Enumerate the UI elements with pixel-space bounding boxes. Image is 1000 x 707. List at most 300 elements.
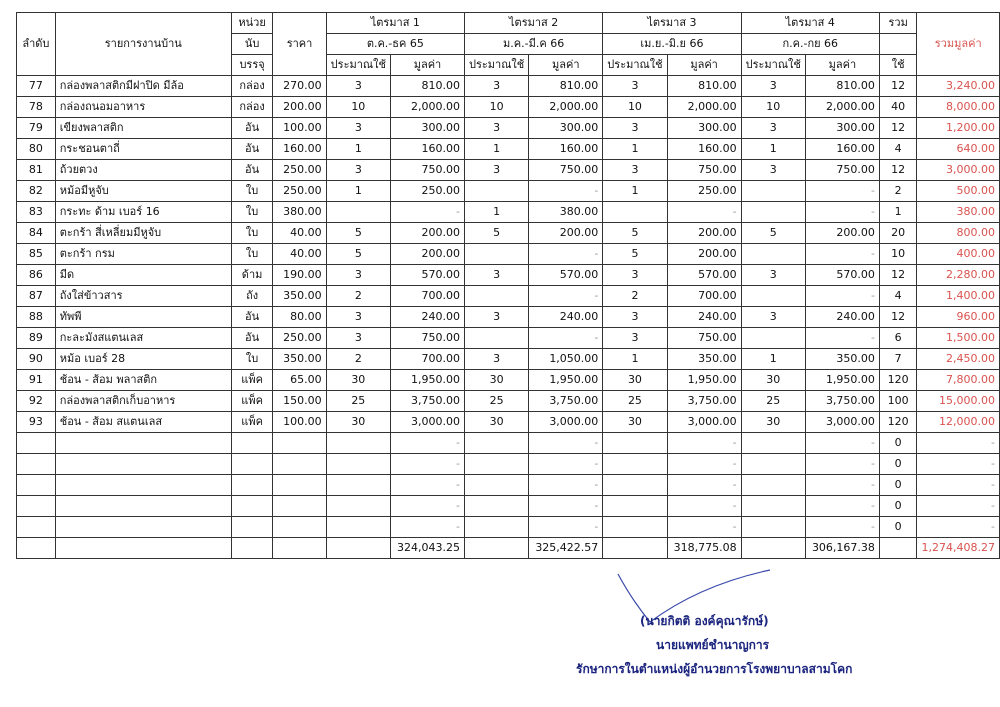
cell-price: [273, 454, 326, 475]
cell-tv: 1,500.00: [917, 328, 1000, 349]
cell-q3: [603, 202, 667, 223]
cell-v4: 160.00: [805, 139, 879, 160]
cell-no: [17, 433, 56, 454]
cell-name: [55, 433, 231, 454]
cell-tq: 4: [879, 286, 917, 307]
cell-tq: 12: [879, 265, 917, 286]
cell-name: หม้อ เบอร์ 28: [55, 349, 231, 370]
cell-v2: 1,050.00: [529, 349, 603, 370]
cell-q1: [326, 517, 390, 538]
cell-no: 91: [17, 370, 56, 391]
header-q1-period: ต.ค.-ธค 65: [326, 34, 464, 55]
cell-q1: 2: [326, 349, 390, 370]
signatory-title: นายแพทย์ชำนาญการ: [656, 638, 770, 652]
cell-q3: 30: [603, 412, 667, 433]
table-row: [17, 475, 1000, 496]
table-row: [17, 454, 1000, 475]
cell-q2: 5: [464, 223, 528, 244]
cell-v3: 750.00: [667, 160, 741, 181]
signatory-name: (นายกิตติ องค์คุณารักษ์): [640, 614, 769, 628]
cell-v1: 750.00: [390, 328, 464, 349]
cell-no: 77: [17, 76, 56, 97]
cell-name: เขียงพลาสติก: [55, 118, 231, 139]
cell-tq: 0: [879, 496, 917, 517]
header-q1: ไตรมาส 1: [326, 13, 464, 34]
cell-name: ถ้วยตวง: [55, 160, 231, 181]
cell-name: กล่องพลาสติกมีฝาปิด มีล้อ: [55, 76, 231, 97]
cell-tq: 120: [879, 412, 917, 433]
cell-name: กะละมังสแตนเลส: [55, 328, 231, 349]
cell-unit: กล่อง: [231, 76, 273, 97]
cell-q3: 3: [603, 307, 667, 328]
cell-no: 85: [17, 244, 56, 265]
cell-tq: 7: [879, 349, 917, 370]
cell-v3: 700.00: [667, 286, 741, 307]
header-row-1: [17, 13, 1000, 34]
cell-v1: 160.00: [390, 139, 464, 160]
total-q3-value: 318,775.08: [667, 538, 741, 559]
header-total-1: รวม: [879, 13, 917, 34]
cell-v4: -: [805, 328, 879, 349]
cell-v3: 2,000.00: [667, 97, 741, 118]
cell-v1: 810.00: [390, 76, 464, 97]
totals-blank-8: [741, 538, 805, 559]
cell-name: [55, 454, 231, 475]
cell-v3: 200.00: [667, 244, 741, 265]
cell-v4: -: [805, 475, 879, 496]
cell-q2: 10: [464, 97, 528, 118]
cell-q3: 3: [603, 118, 667, 139]
cell-v4: 750.00: [805, 160, 879, 181]
table-row: [17, 181, 1000, 202]
cell-no: [17, 475, 56, 496]
cell-price: 380.00: [273, 202, 326, 223]
cell-tq: 2: [879, 181, 917, 202]
cell-v2: 240.00: [529, 307, 603, 328]
cell-v4: -: [805, 202, 879, 223]
cell-q1: 3: [326, 265, 390, 286]
cell-q2: 3: [464, 349, 528, 370]
cell-unit: ใบ: [231, 349, 273, 370]
totals-blank-7: [603, 538, 667, 559]
cell-unit: ถัง: [231, 286, 273, 307]
cell-q3: 5: [603, 223, 667, 244]
cell-v3: 3,000.00: [667, 412, 741, 433]
cell-q1: 3: [326, 160, 390, 181]
header-total-2: ใช้: [879, 55, 917, 76]
cell-v4: 570.00: [805, 265, 879, 286]
header-unit-2: นับ: [231, 34, 273, 55]
total-q1-value: 324,043.25: [390, 538, 464, 559]
cell-v4: 810.00: [805, 76, 879, 97]
cell-unit: แพ็ค: [231, 370, 273, 391]
cell-tv: 3,000.00: [917, 160, 1000, 181]
cell-no: 92: [17, 391, 56, 412]
cell-unit: ใบ: [231, 181, 273, 202]
cell-tv: 640.00: [917, 139, 1000, 160]
cell-v2: -: [529, 433, 603, 454]
header-seq: ลำดับ: [17, 13, 56, 76]
table-row: [17, 391, 1000, 412]
cell-v1: 3,750.00: [390, 391, 464, 412]
cell-v2: -: [529, 244, 603, 265]
cell-q2: 3: [464, 160, 528, 181]
cell-q4: 10: [741, 97, 805, 118]
totals-blank-1: [17, 538, 56, 559]
cell-v1: -: [390, 496, 464, 517]
cell-v4: -: [805, 244, 879, 265]
cell-name: ถังใส่ข้าวสาร: [55, 286, 231, 307]
cell-price: 100.00: [273, 412, 326, 433]
cell-q1: 5: [326, 223, 390, 244]
total-q2-value: 325,422.57: [529, 538, 603, 559]
cell-q4: [741, 475, 805, 496]
cell-tv: -: [917, 433, 1000, 454]
cell-unit: แพ็ค: [231, 412, 273, 433]
cell-q2: [464, 286, 528, 307]
cell-v1: -: [390, 475, 464, 496]
header-q4: ไตรมาส 4: [741, 13, 879, 34]
totals-blank-2: [55, 538, 231, 559]
table-row: [17, 118, 1000, 139]
cell-tv: -: [917, 475, 1000, 496]
cell-q4: [741, 181, 805, 202]
cell-q4: 3: [741, 76, 805, 97]
cell-q3: 1: [603, 349, 667, 370]
cell-price: [273, 433, 326, 454]
cell-v3: 750.00: [667, 328, 741, 349]
cell-tq: 120: [879, 370, 917, 391]
table-row: [17, 265, 1000, 286]
cell-q4: 3: [741, 307, 805, 328]
cell-q4: [741, 202, 805, 223]
cell-tv: 380.00: [917, 202, 1000, 223]
totals-blank-5: [326, 538, 390, 559]
cell-v3: -: [667, 496, 741, 517]
header-q2-value: มูลค่า: [529, 55, 603, 76]
cell-q2: [464, 244, 528, 265]
cell-q3: [603, 454, 667, 475]
cell-v2: -: [529, 286, 603, 307]
cell-q2: 3: [464, 265, 528, 286]
header-price: ราคา: [273, 13, 326, 76]
header-q2: ไตรมาส 2: [464, 13, 602, 34]
cell-v4: 300.00: [805, 118, 879, 139]
cell-no: [17, 454, 56, 475]
cell-q3: 25: [603, 391, 667, 412]
cell-v1: 700.00: [390, 286, 464, 307]
cell-q1: 10: [326, 97, 390, 118]
header-q4-period: ก.ค.-กย 66: [741, 34, 879, 55]
cell-v4: 350.00: [805, 349, 879, 370]
cell-no: 89: [17, 328, 56, 349]
cell-unit: [231, 496, 273, 517]
cell-v4: -: [805, 433, 879, 454]
cell-q4: [741, 286, 805, 307]
cell-q2: [464, 433, 528, 454]
cell-v4: 3,750.00: [805, 391, 879, 412]
cell-unit: แพ็ค: [231, 391, 273, 412]
cell-no: 78: [17, 97, 56, 118]
cell-tv: 2,280.00: [917, 265, 1000, 286]
cell-q2: 25: [464, 391, 528, 412]
cell-tq: 20: [879, 223, 917, 244]
cell-v1: 300.00: [390, 118, 464, 139]
cell-no: 86: [17, 265, 56, 286]
cell-price: 160.00: [273, 139, 326, 160]
table-row: [17, 97, 1000, 118]
cell-no: 87: [17, 286, 56, 307]
cell-tq: 100: [879, 391, 917, 412]
table-row: [17, 286, 1000, 307]
cell-price: 270.00: [273, 76, 326, 97]
cell-v4: 2,000.00: [805, 97, 879, 118]
cell-unit: อัน: [231, 139, 273, 160]
cell-name: [55, 475, 231, 496]
cell-no: [17, 517, 56, 538]
cell-no: 93: [17, 412, 56, 433]
cell-tq: 0: [879, 454, 917, 475]
cell-v2: 380.00: [529, 202, 603, 223]
header-q3-period: เม.ย.-มิ.ย 66: [603, 34, 741, 55]
table-row: [17, 328, 1000, 349]
table-row: [17, 496, 1000, 517]
cell-v2: 570.00: [529, 265, 603, 286]
cell-tq: 1: [879, 202, 917, 223]
cell-q2: [464, 181, 528, 202]
cell-v3: -: [667, 517, 741, 538]
cell-price: [273, 496, 326, 517]
cell-v2: 160.00: [529, 139, 603, 160]
cell-price: 350.00: [273, 286, 326, 307]
total-q4-value: 306,167.38: [805, 538, 879, 559]
header-q1-value: มูลค่า: [390, 55, 464, 76]
cell-name: กล่องพลาสติกเก็บอาหาร: [55, 391, 231, 412]
cell-name: ช้อน - ส้อม สแตนเลส: [55, 412, 231, 433]
cell-price: 250.00: [273, 328, 326, 349]
cell-q2: [464, 454, 528, 475]
cell-q1: [326, 496, 390, 517]
cell-tq: 0: [879, 475, 917, 496]
cell-q4: [741, 517, 805, 538]
cell-q1: 25: [326, 391, 390, 412]
table-row: [17, 244, 1000, 265]
cell-price: 65.00: [273, 370, 326, 391]
cell-q1: 3: [326, 118, 390, 139]
cell-unit: ใบ: [231, 223, 273, 244]
cell-q4: 30: [741, 412, 805, 433]
cell-v2: -: [529, 181, 603, 202]
cell-tv: 7,800.00: [917, 370, 1000, 391]
cell-q4: 5: [741, 223, 805, 244]
cell-v1: -: [390, 433, 464, 454]
cell-q2: [464, 517, 528, 538]
cell-v3: 810.00: [667, 76, 741, 97]
cell-v1: 700.00: [390, 349, 464, 370]
cell-tv: -: [917, 496, 1000, 517]
cell-v1: 1,950.00: [390, 370, 464, 391]
cell-v4: 240.00: [805, 307, 879, 328]
cell-v3: 240.00: [667, 307, 741, 328]
cell-q2: 30: [464, 370, 528, 391]
cell-v1: -: [390, 454, 464, 475]
cell-q4: [741, 244, 805, 265]
cell-q4: 30: [741, 370, 805, 391]
cell-q1: [326, 454, 390, 475]
cell-v3: 350.00: [667, 349, 741, 370]
cell-tv: 2,450.00: [917, 349, 1000, 370]
cell-tv: 8,000.00: [917, 97, 1000, 118]
cell-tq: 12: [879, 118, 917, 139]
totals-blank-4: [273, 538, 326, 559]
cell-v4: -: [805, 496, 879, 517]
cell-q3: [603, 517, 667, 538]
cell-v1: 200.00: [390, 244, 464, 265]
cell-name: ตะกร้า กรม: [55, 244, 231, 265]
cell-q3: 3: [603, 76, 667, 97]
header-q3-value: มูลค่า: [667, 55, 741, 76]
cell-v4: -: [805, 517, 879, 538]
header-q3-qty: ประมาณใช้: [603, 55, 667, 76]
cell-tv: 3,240.00: [917, 76, 1000, 97]
header-q2-period: ม.ค.-มี.ค 66: [464, 34, 602, 55]
cell-tv: 1,400.00: [917, 286, 1000, 307]
table-row: [17, 349, 1000, 370]
cell-v2: 200.00: [529, 223, 603, 244]
cell-q2: [464, 475, 528, 496]
cell-q4: [741, 328, 805, 349]
cell-q1: [326, 202, 390, 223]
header-q4-value: มูลค่า: [805, 55, 879, 76]
cell-tv: 12,000.00: [917, 412, 1000, 433]
cell-q1: 1: [326, 181, 390, 202]
cell-unit: [231, 475, 273, 496]
cell-unit: [231, 454, 273, 475]
cell-q2: 1: [464, 139, 528, 160]
cell-q3: [603, 433, 667, 454]
cell-v4: -: [805, 454, 879, 475]
cell-price: 40.00: [273, 223, 326, 244]
cell-v2: -: [529, 496, 603, 517]
cell-v4: 200.00: [805, 223, 879, 244]
cell-q1: 3: [326, 328, 390, 349]
cell-name: หม้อมีหูจับ: [55, 181, 231, 202]
cell-v1: 200.00: [390, 223, 464, 244]
header-q2-qty: ประมาณใช้: [464, 55, 528, 76]
cell-unit: อัน: [231, 118, 273, 139]
cell-tv: 1,200.00: [917, 118, 1000, 139]
cell-v2: -: [529, 517, 603, 538]
cell-v4: -: [805, 181, 879, 202]
cell-unit: ใบ: [231, 244, 273, 265]
cell-v2: 1,950.00: [529, 370, 603, 391]
cell-v3: -: [667, 202, 741, 223]
cell-name: กระชอนตาถี่: [55, 139, 231, 160]
cell-unit: อัน: [231, 160, 273, 181]
cell-q4: 25: [741, 391, 805, 412]
cell-v3: 570.00: [667, 265, 741, 286]
header-q4-qty: ประมาณใช้: [741, 55, 805, 76]
grand-total-value: 1,274,408.27: [917, 538, 1000, 559]
cell-no: [17, 496, 56, 517]
cell-q3: 30: [603, 370, 667, 391]
cell-no: 80: [17, 139, 56, 160]
cell-unit: อัน: [231, 328, 273, 349]
cell-tq: 6: [879, 328, 917, 349]
signatory-position: รักษาการในตำแหน่งผู้อำนวยการโรงพยาบาลสามโคก: [576, 662, 853, 676]
cell-tq: 40: [879, 97, 917, 118]
cell-q1: [326, 433, 390, 454]
cell-q1: [326, 475, 390, 496]
cell-v4: -: [805, 286, 879, 307]
cell-q1: 30: [326, 370, 390, 391]
cell-v1: 250.00: [390, 181, 464, 202]
cell-q3: 10: [603, 97, 667, 118]
cell-price: [273, 517, 326, 538]
cell-q4: 3: [741, 118, 805, 139]
cell-v3: -: [667, 433, 741, 454]
cell-v2: 3,000.00: [529, 412, 603, 433]
cell-v2: 3,750.00: [529, 391, 603, 412]
cell-tv: 500.00: [917, 181, 1000, 202]
table-row: [17, 433, 1000, 454]
cell-v3: 300.00: [667, 118, 741, 139]
cell-unit: ด้าม: [231, 265, 273, 286]
cell-name: กล่องถนอมอาหาร: [55, 97, 231, 118]
table-row: [17, 202, 1000, 223]
cell-q1: 30: [326, 412, 390, 433]
cell-v1: 750.00: [390, 160, 464, 181]
totals-row: [17, 538, 1000, 559]
cell-price: 200.00: [273, 97, 326, 118]
cell-unit: อัน: [231, 307, 273, 328]
cell-no: 88: [17, 307, 56, 328]
cell-no: 82: [17, 181, 56, 202]
cell-v2: 300.00: [529, 118, 603, 139]
totals-blank-3: [231, 538, 273, 559]
cell-name: [55, 517, 231, 538]
cell-v1: 2,000.00: [390, 97, 464, 118]
cell-q3: 5: [603, 244, 667, 265]
header-item: รายการงานบ้าน: [55, 13, 231, 76]
cell-v2: -: [529, 475, 603, 496]
header-total-value: รวมมูลค่า: [917, 13, 1000, 76]
table-row: [17, 307, 1000, 328]
cell-tq: 12: [879, 76, 917, 97]
cell-tq: 12: [879, 307, 917, 328]
cell-no: 83: [17, 202, 56, 223]
cell-q4: 1: [741, 139, 805, 160]
cell-q3: 1: [603, 139, 667, 160]
cell-name: มีด: [55, 265, 231, 286]
cell-v1: -: [390, 517, 464, 538]
cell-tv: 15,000.00: [917, 391, 1000, 412]
cell-v3: 250.00: [667, 181, 741, 202]
cell-price: 150.00: [273, 391, 326, 412]
cell-v2: -: [529, 454, 603, 475]
cell-price: 100.00: [273, 118, 326, 139]
cell-v2: 2,000.00: [529, 97, 603, 118]
cell-price: 250.00: [273, 160, 326, 181]
cell-q2: [464, 328, 528, 349]
cell-q1: 1: [326, 139, 390, 160]
cell-unit: [231, 433, 273, 454]
totals-blank-9: [879, 538, 917, 559]
cell-v3: 1,950.00: [667, 370, 741, 391]
cell-q2: 3: [464, 118, 528, 139]
cell-name: [55, 496, 231, 517]
cell-tq: 0: [879, 517, 917, 538]
